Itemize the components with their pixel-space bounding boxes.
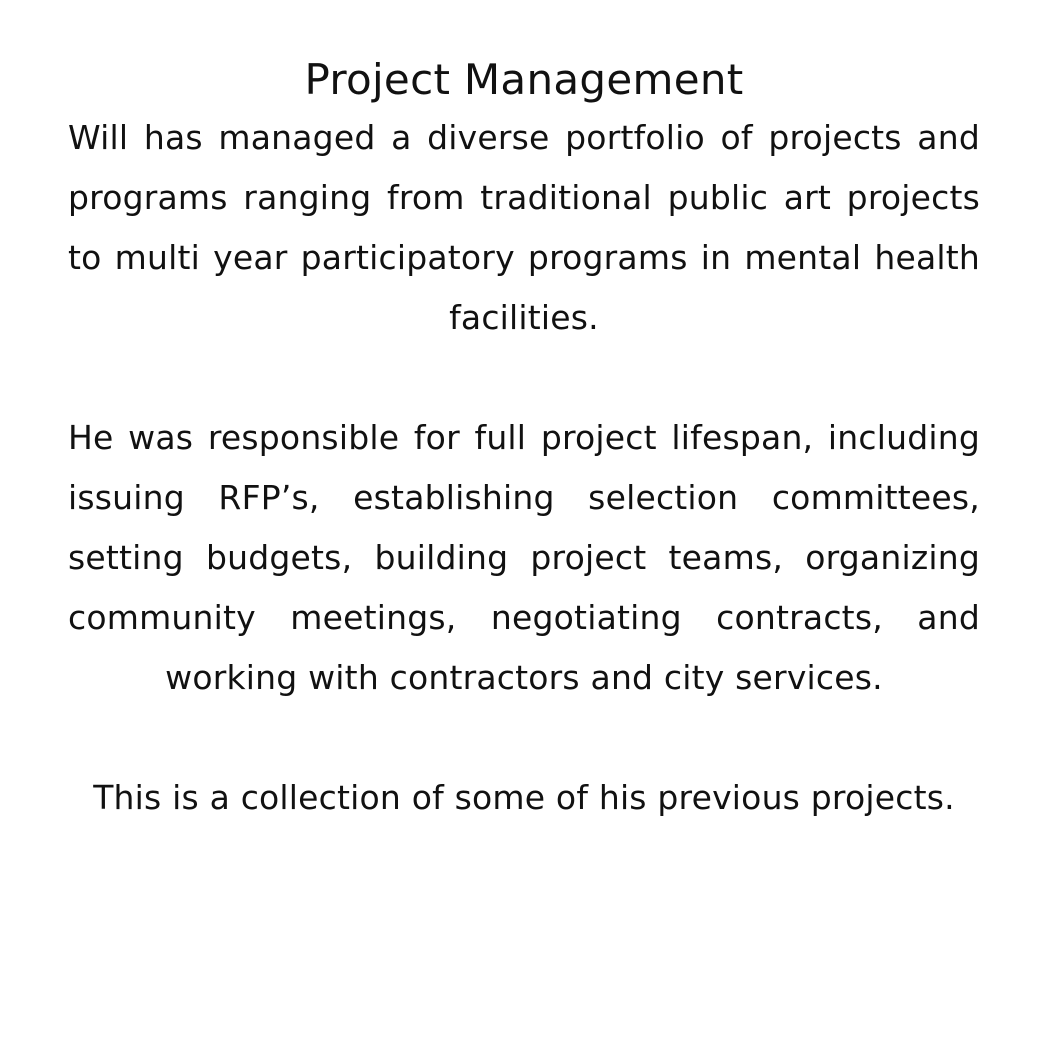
paragraph-portfolio: Will has managed a diverse portfolio of projects and programs ranging from traditional public art projects to multi year participatory programs in mental health facilities. <box>68 118 980 337</box>
paragraph-collection: This is a collection of some of his previous projects. <box>93 778 955 817</box>
paragraph-spacer <box>68 348 980 408</box>
document-page <box>68 52 980 828</box>
page-title: Project Management <box>304 55 744 104</box>
paragraph-responsibilities: He was responsible for full project lifespan, including issuing RFP’s, establishing selection committees, setting budgets, building project teams, organizing community meetings, negotiating contracts, and working with contractors and city services. <box>68 418 980 697</box>
paragraph-spacer <box>68 708 980 768</box>
